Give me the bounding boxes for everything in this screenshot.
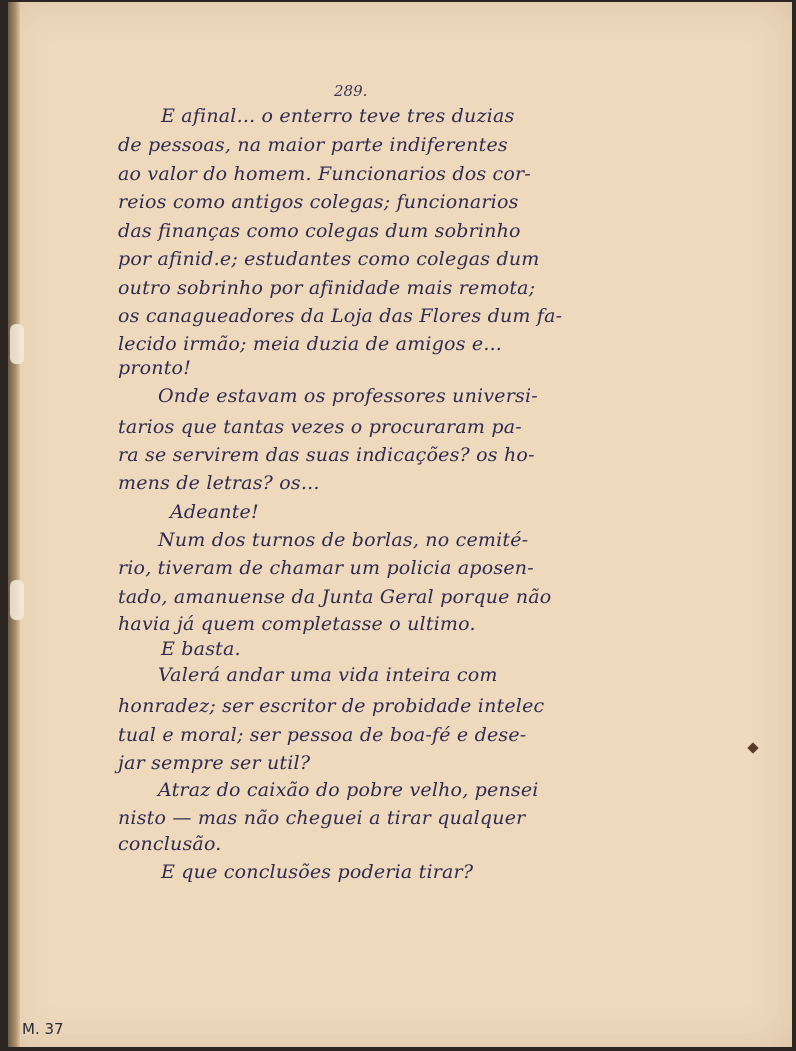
text-line: Adeante!	[170, 501, 259, 523]
text-line: de pessoas, na maior parte indiferentes	[118, 134, 508, 156]
text-line: lecido irmão; meia duzia de amigos e...	[118, 333, 503, 355]
text-line: pronto!	[118, 357, 192, 379]
text-line: os canagueadores da Loja das Flores dum fa-	[118, 305, 563, 327]
binding-thread	[10, 324, 24, 364]
text-line: tarios que tantas vezes o procuraram pa-	[118, 416, 522, 438]
ink-mark	[747, 742, 758, 753]
text-line: reios como antigos colegas; funcionarios	[118, 191, 519, 213]
manuscript-page	[8, 2, 792, 1047]
text-line: jar sempre ser util?	[118, 752, 311, 774]
binding-thread	[10, 580, 24, 620]
text-line: nisto — mas não cheguei a tirar qualquer	[118, 807, 526, 829]
shelfmark-label: M. 37	[22, 1020, 64, 1038]
book-spine	[8, 2, 20, 1047]
text-line: honradez; ser escritor de probidade intelec	[118, 695, 545, 717]
text-line: mens de letras? os...	[118, 472, 320, 494]
text-line: ao valor do homem. Funcionarios dos cor-	[118, 163, 531, 185]
text-line: tado, amanuense da Junta Geral porque não	[118, 586, 552, 608]
text-line: E que conclusões poderia tirar?	[161, 861, 474, 883]
text-line: tual e moral; ser pessoa de boa-fé e dese-	[118, 724, 527, 746]
text-line: Atraz do caixão do pobre velho, pensei	[158, 779, 539, 801]
text-line: ra se servirem das suas indicações? os ho-	[118, 444, 535, 466]
text-line: E afinal... o enterro teve tres duzias	[161, 105, 515, 127]
text-line: Valerá andar uma vida inteira com	[158, 664, 498, 686]
text-line: Num dos turnos de borlas, no cemité-	[158, 529, 529, 551]
text-line: por afinid.e; estudantes como colegas dum	[118, 248, 540, 270]
page-number: 289.	[334, 82, 368, 100]
text-line: rio, tiveram de chamar um policia aposen-	[118, 557, 534, 579]
text-line: Onde estavam os professores universi-	[158, 385, 538, 407]
text-line: outro sobrinho por afinidade mais remota;	[118, 277, 536, 299]
text-line: havia já quem completasse o ultimo.	[118, 613, 476, 635]
text-line: das finanças como colegas dum sobrinho	[118, 220, 521, 242]
text-line: E basta.	[161, 638, 241, 660]
text-line: conclusão.	[118, 833, 222, 855]
